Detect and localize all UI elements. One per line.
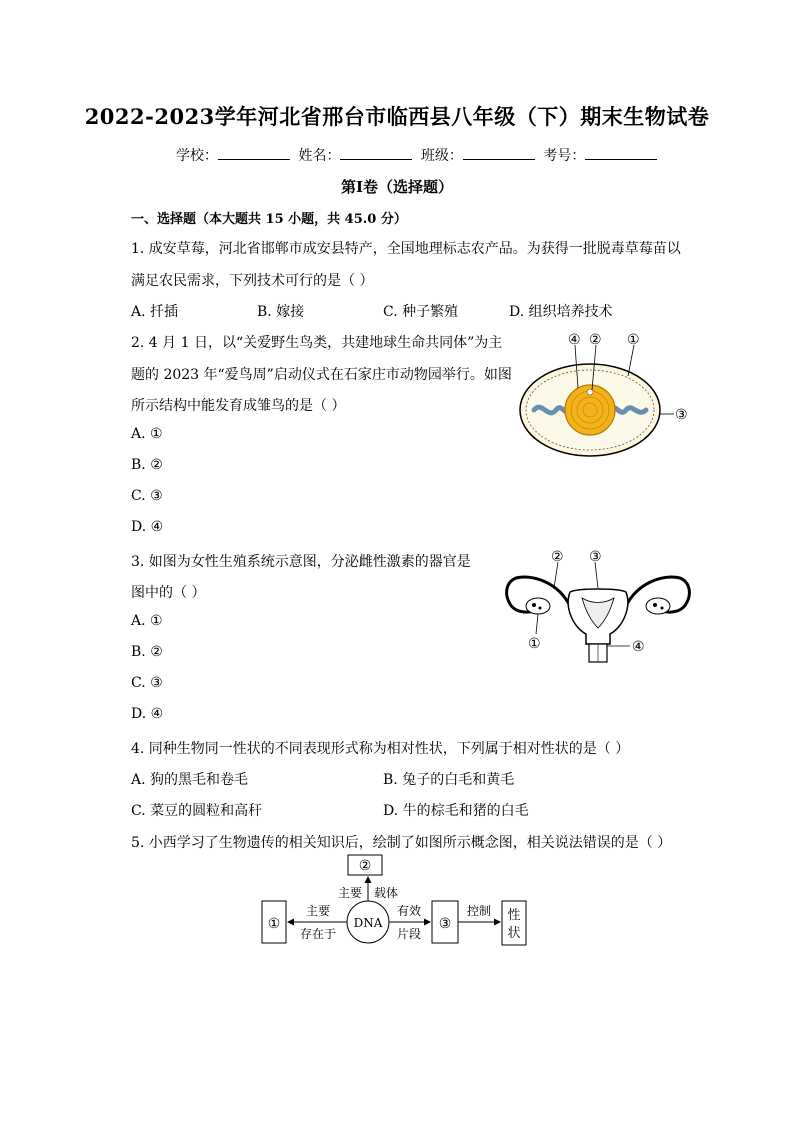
q1-line1: 1. 成安草莓，河北省邯郸市成安县特产，全国地理标志农产品。为获得一批脱毒草莓苗以 [131,241,681,257]
class-label: 班级： [420,148,463,164]
svg-text:片段: 片段 [396,927,422,941]
q3-line1: 3. 如图为女性生殖系统示意图，分泌雌性激素的器官是 [131,554,471,570]
q3-line2: 图中的（ ） [131,585,206,601]
q1-option-c: C. 种子繁殖 [383,304,459,320]
repro-label-1: ① [528,636,541,652]
svg-text:载体: 载体 [374,886,399,900]
svg-text:性: 性 [507,908,521,923]
repro-label-4: ④ [632,639,645,655]
name-blank [340,146,412,160]
name-label: 姓名： [298,148,341,164]
q3-option-a: A. ① [131,613,163,629]
ovary-right [646,598,670,614]
q1-option-d: D. 组织培养技术 [509,304,613,320]
repro-label-2: ② [551,549,564,565]
q4-option-c: C. 菜豆的圆粒和高秆 [131,803,263,819]
q2-line2: 题的 2023 年“爱鸟周”启动仪式在石家庄市动物园举行。如图 [131,367,512,383]
q2-line1: 2. 4 月 1 日，以“关爱野生鸟类，共建地球生命共同体”为主 [131,335,503,351]
q1-option-a: A. 扦插 [131,304,179,320]
part-heading: 一、选择题（本大题共 15 小题，共 45.0 分） [131,212,407,227]
section-heading: 第I卷（选择题） [340,178,454,196]
class-blank [463,146,535,160]
svg-text:③: ③ [438,916,452,932]
svg-text:主要: 主要 [305,904,331,918]
svg-text:存在于: 存在于 [299,927,337,941]
q5-line1: 5. 小西学习了生物遗传的相关知识后，绘制了如图所示概念图，相关说法错误的是（ ） [131,835,672,851]
student-info-line [176,145,661,165]
female-reproductive-figure [498,548,698,666]
q3-option-b: B. ② [131,644,163,660]
ovary-left [526,598,550,614]
genetics-concept-map [258,853,532,953]
q4-option-a: A. 狗的黑毛和卷毛 [131,772,249,788]
egg-label-2: ② [589,332,602,348]
q2-option-a: A. ① [131,426,163,442]
school-blank [218,146,290,160]
q4-option-b: B. 兔子的白毛和黄毛 [383,772,515,788]
q2-option-b: B. ② [131,457,163,473]
egg-label-4: ④ [568,332,581,348]
school-label: 学校： [176,148,218,164]
exam-no-blank [585,146,657,160]
bird-egg-figure [512,328,700,460]
q4-option-d: D. 牛的棕毛和猪的白毛 [383,803,529,819]
q1-line2: 满足农民需求，下列技术可行的是（ ） [131,273,374,289]
svg-text:有效: 有效 [396,904,422,918]
exam-no-label: 考号： [543,148,586,164]
repro-label-3: ③ [589,549,602,565]
egg-label-3: ③ [675,407,688,423]
exam-title: 2022-2023学年河北省邢台市临西县八年级（下）期末生物试卷 [84,104,710,129]
q1-option-b: B. 嫁接 [257,304,305,320]
svg-text:控制: 控制 [466,904,492,918]
q2-option-c: C. ③ [131,488,163,504]
q2-line3: 所示结构中能发育成雏鸟的是（ ） [131,398,346,414]
q4-line1: 4. 同种生物同一性状的不同表现形式称为相对性状，下列属于相对性状的是（ ） [131,741,630,757]
q3-option-d: D. ④ [131,706,164,722]
svg-text:状: 状 [507,926,521,941]
q2-option-d: D. ④ [131,519,164,535]
dna-label: DNA [353,916,383,930]
svg-text:主要: 主要 [337,886,362,900]
svg-text:①: ① [267,916,281,932]
q3-option-c: C. ③ [131,675,163,691]
egg-label-1: ① [627,332,640,348]
svg-text:②: ② [358,858,372,874]
